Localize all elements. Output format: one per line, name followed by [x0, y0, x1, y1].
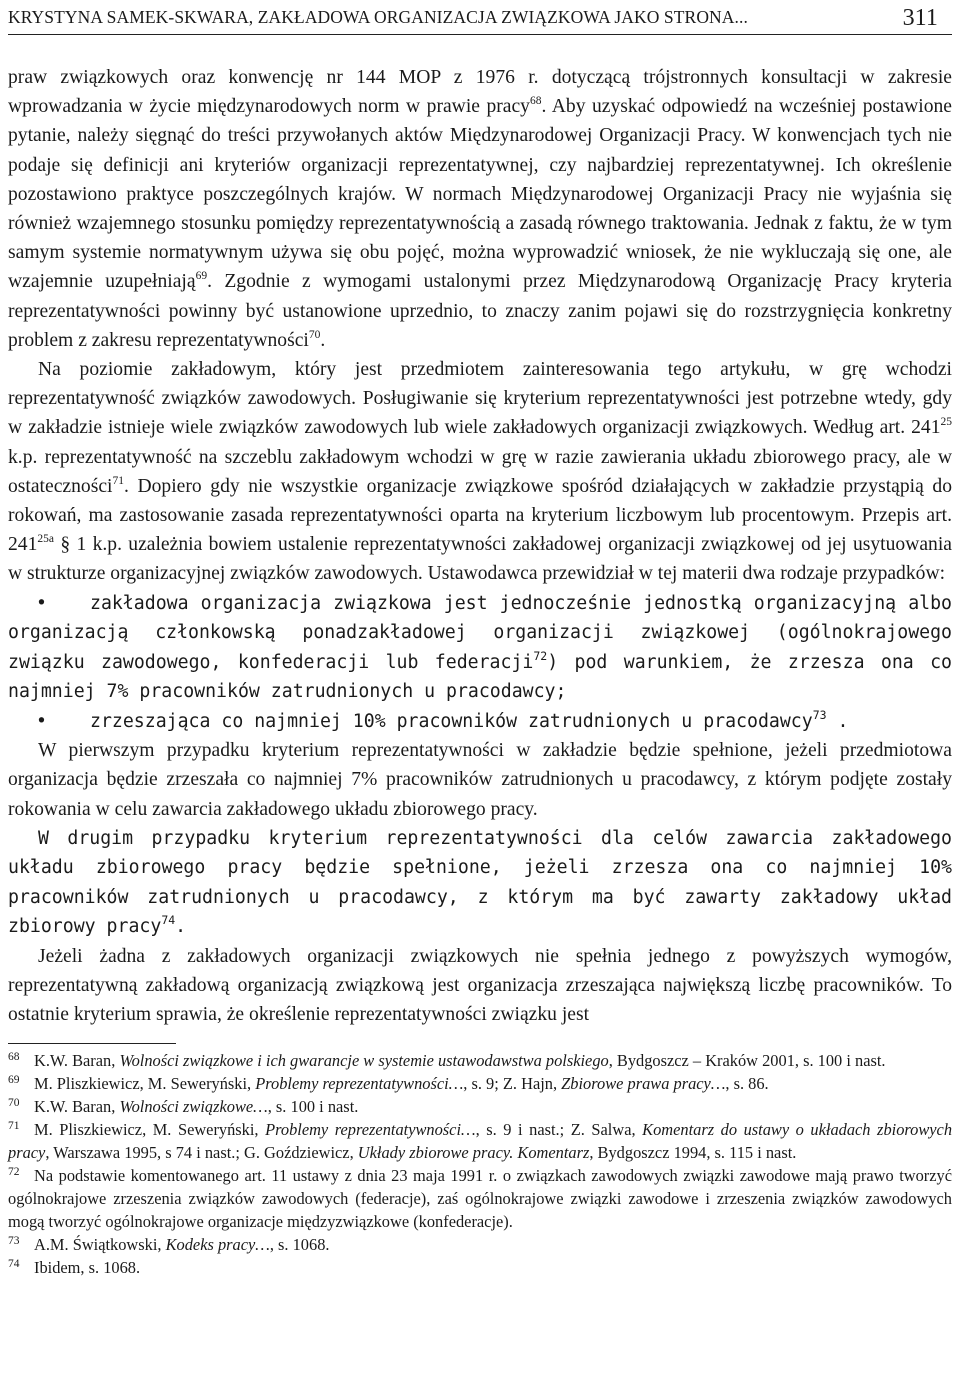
text-segment: W pierwszym przypadku kryterium reprezentatywności w zakładzie będzie spełnione, jeżeli przedmiotowa organizacja będzie zrzeszała co najmniej 7% pracowników zatrudnionych u pracodawcy, z którym podjęte zostały rokowania w celu zawarcia zakładowego układu zbiorowego pracy. [8, 740, 952, 820]
bullet-item: • zrzeszająca co najmniej 10% pracowników zatrudnionych u pracodawcy$^{73}$ . [36, 707, 849, 732]
footnote: 69 M. Pliszkiewicz, M. Seweryński, Problemy reprezentatywności…, s. 9; Z. Hajn, Zbiorowe prawa pracy…, s. 86. [8, 1074, 769, 1094]
text-segment: M. Pliszkiewicz, M. Seweryński, [34, 1074, 256, 1094]
work-title: Kodeks pracy… [165, 1234, 270, 1254]
work-title: Komentarz do ustawy o układach zbiorowych pracy [8, 1120, 953, 1162]
work-title: Układy zbiorowe pracy. Komentarz [357, 1143, 590, 1162]
text-segment: , s. 86. [725, 1074, 769, 1094]
running-title: KRYSTYNA SAMEK-SKWARA, ZAKŁADOWA ORGANIZACJA ZWIĄZKOWA JAKO STRONA... [8, 7, 748, 27]
footnote-ref: 25a [37, 533, 54, 546]
text-segment: Jeżeli żadna z zakładowych organizacji związkowych nie spełnia jednego z powyższych wymogów, reprezentatywną zakładową organizacją związkową jest organizacja zrzeszająca największą liczbę pracowników. To ostatnie kryterium sprawia, że określenie reprezentatywności związku jest [8, 945, 952, 1026]
footnote: 70 K.W. Baran, Wolności związkowe…, s. 100 i nast. [8, 1097, 359, 1117]
footnote-ref: 69 [195, 270, 208, 283]
footnote-ref: 74 [161, 913, 176, 928]
text-segment: k.p. reprezentatywność na szczeblu zakładowym wchodzi w grę w razie zawierania układu zbiorowego pracy, ale w ostateczności [8, 446, 952, 497]
text-segment: zakładowa organizacja związkowa jest jednocześnie jednostką organizacyjną albo organizacją członkowską ponadzakładowej organizacji związkowej (ogólnokrajowego związku zawodowego, konfederacji lub federacji [8, 592, 952, 673]
text-segment: . Aby uzyskać odpowiedź na wcześniej postawione pytanie, należy sięgnąć do treści przywołanych aktów Międzynarodowej Organizacji Pracy. W konwencjach tych nie podaje się definicji ani kryteriów organizacji reprezentatywnej, czy najbardziej reprezentatywnej. Ich określenie pozostawiono praktyce poszczególnych krajów. W normach Międzynarodowej Organizacji Pracy nie wyjaśnia się również wzajemnego stosunku pomiędzy reprezentatywnością a zasadą równego traktowania. Jednak z faktu, że w tym samym systemie normatywnym używa się obu pojęć, można wyprowadzić wniosek, że nie wykluczają się one, ale wzajemnie uzupełniają [8, 96, 952, 293]
bullet-list [8, 589, 952, 737]
text-segment: , s. 1068. [269, 1234, 330, 1254]
bullet-item: • zakładowa organizacja związkowa jest jednocześnie jednostką organizacyjną albo organizacją członkowską ponadzakładowej organizacji związkowej (ogólnokrajowego związku zawodowego, konfederacji lub federacji$^{72}$) pod warunkiem, że zrzesza ona co najmniej 7% pracowników zatrudnionych u pracodawcy; [8, 592, 952, 703]
work-title: Problemy reprezentatywności… [265, 1120, 476, 1140]
text-segment: , Warszawa 1995, s 74 i nast.; G. Goździewicz, [45, 1143, 358, 1162]
footnote: 73 A.M. Świątkowski, Kodeks pracy…, s. 1068. [8, 1234, 330, 1254]
footnote-ref: 73 [812, 707, 827, 722]
footnote-ref: 68 [529, 95, 542, 108]
footnote-divider [8, 1043, 176, 1044]
work-title: Wolności związkowe… [119, 1097, 268, 1117]
text-segment: , s. 9; Z. Hajn, [463, 1074, 562, 1094]
footnote: 68 K.W. Baran, Wolności związkowe i ich gwarancje w systemie ustawodawstwa polskiego, Bydgoszcz – Kraków 2001, s. 100 i nast. [8, 1051, 886, 1071]
page-number: 311 [902, 5, 938, 31]
footnote: 71 M. Pliszkiewicz, M. Seweryński, Problemy reprezentatywności…, s. 9 i nast.; Z. Salwa, Komentarz do ustawy o układach zbiorowych pracy, Warszawa 1995, s 74 i nast.; G. Goździewicz, Układy zbiorowe pracy. Komentarz, Bydgoszcz 1994, s. 115 i nast. [8, 1120, 953, 1162]
text-segment: . [826, 710, 849, 732]
paragraph [8, 355, 952, 589]
work-title: Wolności związkowe i ich gwarancje w systemie ustawodawstwa polskiego [119, 1051, 609, 1071]
text-segment: , Bydgoszcz 1994, s. 115 i nast. [589, 1143, 797, 1162]
text-segment: Na poziomie zakładowym, który jest przedmiotem zainteresowania tego artykułu, w grę wchodzi reprezentatywność związków zawodowych. Posługiwanie się kryterium reprezentatywności jest potrzebne wtedy, gdy w zakładzie istnieje wiele związków zawodowych lub wiele zakładowych organizacji związkowych. Według art. 241 [8, 359, 952, 439]
text-segment: § 1 k.p. uzależnia bowiem ustalenie reprezentatywności zakładowej organizacji związkowej od jej usytuowania w strukturze organizacyjnej związków zawodowych. Ustawodawca przewidział w tej materii dwa rodzaje przypadków: [8, 534, 952, 585]
text-segment: M. Pliszkiewicz, M. Seweryński, [34, 1120, 266, 1140]
footnote-ref: 71 [112, 474, 124, 487]
text-segment: . [175, 916, 187, 938]
footnotes [8, 1050, 952, 1279]
work-title: Problemy reprezentatywności… [255, 1074, 464, 1094]
text-segment: . [320, 329, 326, 351]
text-segment: praw związkowych oraz konwencję nr 144 MOP z 1976 r. dotyczącą trójstronnych konsultacji w zakresie wprowadzania w życie międzynarodowych norm w prawie pracy [8, 67, 952, 118]
footnote-ref: 25 [940, 416, 952, 429]
text-segment: K.W. Baran, [34, 1051, 120, 1071]
text-segment: , s. 9 i nast.; Z. Salwa, [475, 1120, 643, 1140]
text-segment: , s. 100 i nast. [267, 1097, 359, 1117]
text-segment: K.W. Baran, [34, 1097, 120, 1117]
footnote: 72 Na podstawie komentowanego art. 11 ustawy z dnia 23 maja 1991 r. o związkach zawodowych związki zawodowe mają prawo tworzyć ogólnokrajowe zrzeszenia związków zawodowych (federacje), zaś ogólnokrajowe związki zawodowe i zrzeszenia związków zawodowych mogą tworzyć ogólnokrajowe organizacje międzyzwiązkowe (konfederacje). [8, 1165, 952, 1231]
text-segment: W drugim przypadku kryterium reprezentatywności dla celów zawarcia zakładowego układu zbiorowego pracy będzie spełnione, jeżeli zrzesza ona co najmniej 10% pracowników zatrudnionych u pracodawcy, z którym ma być zawarty zakładowy układ zbiorowy pracy [8, 827, 952, 938]
paragraph [8, 942, 952, 1030]
body-text [8, 63, 952, 1029]
text-segment: Ibidem, s. 1068. [34, 1257, 141, 1277]
text-segment: . Zgodnie z wymogami ustalonymi przez Międzynarodową Organizację Pracy kryteria reprezentatywności powinny być ustanowione uprzednio, to znaczy zanim pojawi się do rozstrzygnięcia konkretny problem z zakresu reprezentatywności [8, 271, 952, 351]
running-header [8, 0, 952, 35]
text-segment: A.M. Świątkowski, [34, 1234, 166, 1254]
text-segment: zrzeszająca co najmniej 10% pracowników zatrudnionych u pracodawcy [90, 710, 813, 732]
text-segment: . Dopiero gdy nie wszystkie organizacje związkowe spośród działających w zakładzie przystąpią do rokowań, ma zastosowanie zasada reprezentatywności oparta na kryterium liczbowym lub procentowym. Przepis art. 241 [8, 475, 952, 556]
footnote-ref: 70 [308, 328, 321, 341]
paragraph [8, 824, 952, 942]
footnote: 74 Ibidem, s. 1068. [8, 1257, 141, 1277]
paragraph [8, 63, 952, 355]
work-title: Zbiorowe prawa pracy… [561, 1074, 726, 1094]
text-segment: , Bydgoszcz – Kraków 2001, s. 100 i nast. [608, 1051, 886, 1071]
text-segment: Na podstawie komentowanego art. 11 ustawy z dnia 23 maja 1991 r. o związkach zawodowych związki zawodowe mają prawo tworzyć ogólnokrajowe zrzeszenia związków zawodowych (federacje), zaś ogólnokrajowe związki zawodowe i zrzeszenia związków zawodowych mogą tworzyć ogólnokrajowe organizacje międzyzwiązkowe (konfederacje). [8, 1165, 952, 1231]
paragraph [8, 736, 952, 824]
footnote-ref: 72 [533, 648, 548, 663]
text-segment: ) pod warunkiem, że zrzesza ona co najmniej 7% pracowników zatrudnionych u pracodawcy; [8, 651, 952, 703]
